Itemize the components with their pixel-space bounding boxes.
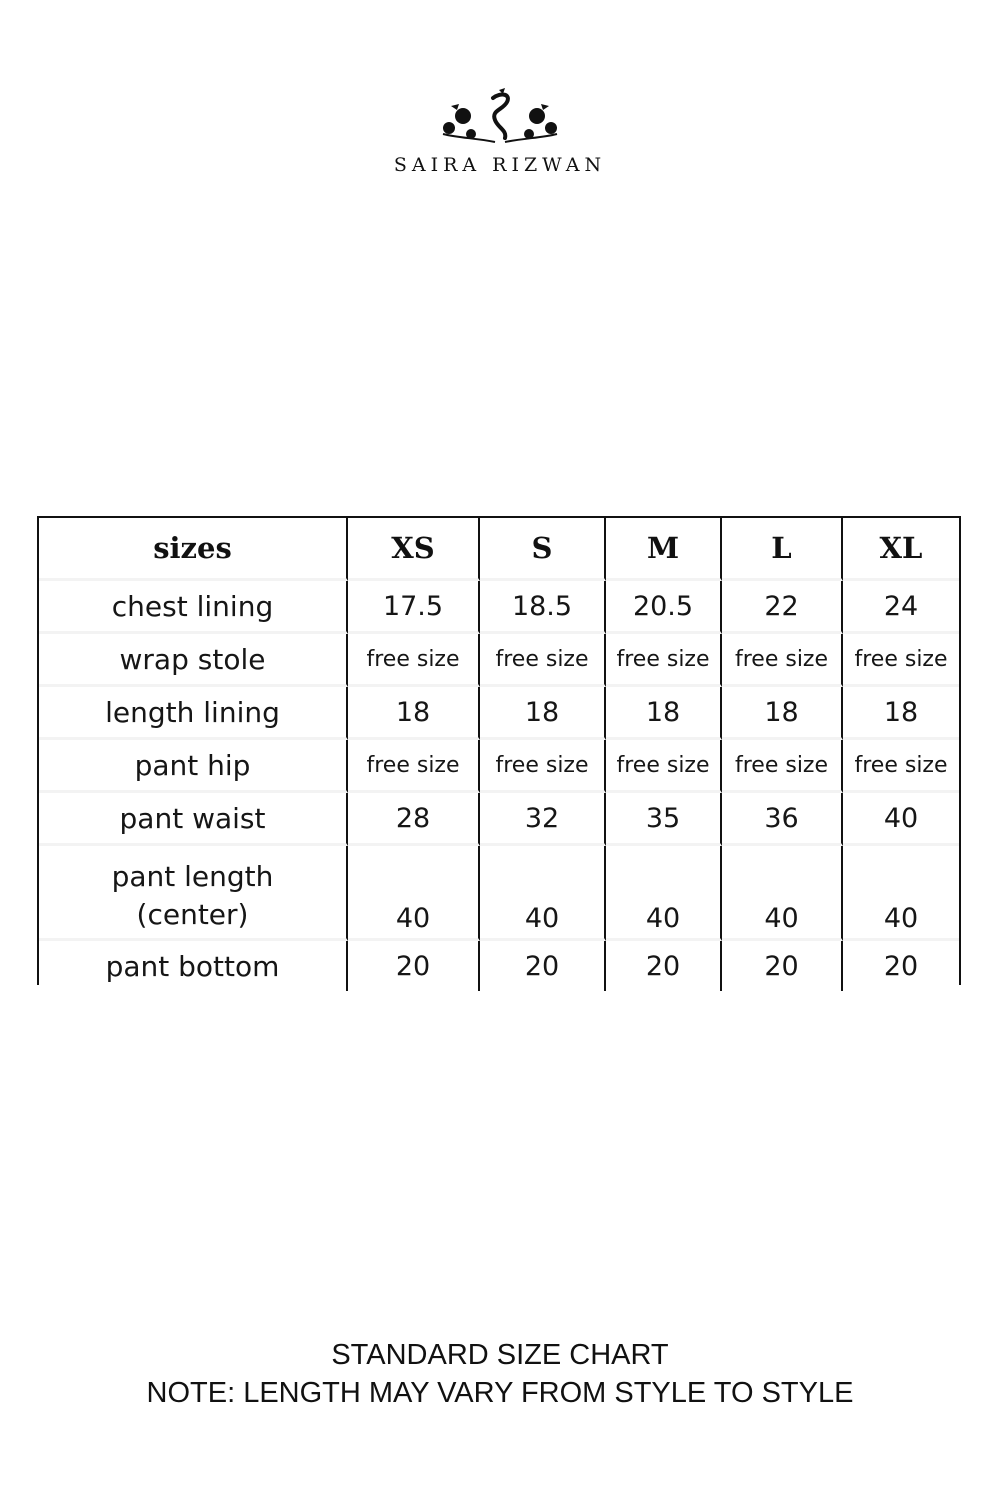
row-label: wrap stole	[39, 634, 348, 687]
table-cell: 20.5	[606, 581, 722, 634]
table-cell: 20	[348, 941, 480, 991]
table-cell: free size	[348, 740, 480, 793]
table-cell: 40	[843, 793, 959, 846]
row-label-line: (center)	[136, 898, 249, 931]
brand-name: SAIRA RIZWAN	[393, 154, 607, 176]
header-sizes-label: sizes	[39, 518, 348, 581]
table-cell: 40	[348, 846, 480, 941]
table-cell: free size	[606, 740, 722, 793]
brand-logo	[0, 88, 1000, 178]
row-label: pant waist	[39, 793, 348, 846]
table-cell: 18	[606, 687, 722, 740]
table-cell: 40	[843, 846, 959, 941]
size-chart-table	[37, 516, 961, 985]
row-label: pant bottom	[39, 941, 348, 991]
table-cell: 18	[843, 687, 959, 740]
table-header-row	[39, 518, 959, 581]
table-cell: 20	[722, 941, 843, 991]
table-cell: 18	[480, 687, 606, 740]
size-chart-caption	[0, 1336, 1000, 1412]
row-label: pant hip	[39, 740, 348, 793]
caption-title: STANDARD SIZE CHART	[331, 1339, 669, 1371]
table-row	[39, 846, 959, 941]
header-size: XS	[348, 518, 480, 581]
table-row	[39, 581, 959, 634]
row-label	[39, 846, 348, 941]
header-size: S	[480, 518, 606, 581]
caption-note: NOTE: LENGTH MAY VARY FROM STYLE TO STYLE	[146, 1377, 854, 1409]
table-cell: free size	[843, 740, 959, 793]
table-cell: 18	[722, 687, 843, 740]
table-cell: 20	[606, 941, 722, 991]
table-cell: 28	[348, 793, 480, 846]
table-row	[39, 740, 959, 793]
header-size: L	[722, 518, 843, 581]
table-cell: 40	[480, 846, 606, 941]
table-cell: 20	[480, 941, 606, 991]
table-cell: free size	[722, 634, 843, 687]
table-cell: 40	[722, 846, 843, 941]
table-cell: 32	[480, 793, 606, 846]
table-cell: free size	[606, 634, 722, 687]
table-cell: 24	[843, 581, 959, 634]
table-cell: free size	[722, 740, 843, 793]
table-cell: 18.5	[480, 581, 606, 634]
header-size: XL	[843, 518, 959, 581]
table-cell: 18	[348, 687, 480, 740]
table-cell: 20	[843, 941, 959, 991]
row-label: length lining	[39, 687, 348, 740]
table-row	[39, 687, 959, 740]
table-cell: free size	[843, 634, 959, 687]
table-row	[39, 941, 959, 991]
table-cell: 22	[722, 581, 843, 634]
table-cell: 35	[606, 793, 722, 846]
row-label-line: pant length	[111, 860, 274, 893]
table-cell: 40	[606, 846, 722, 941]
table-cell: 36	[722, 793, 843, 846]
table-cell: free size	[480, 634, 606, 687]
table-row	[39, 634, 959, 687]
floral-monogram-logo-icon	[435, 88, 565, 148]
row-label: chest lining	[39, 581, 348, 634]
table-row	[39, 793, 959, 846]
table-cell: free size	[480, 740, 606, 793]
table-cell: 17.5	[348, 581, 480, 634]
table-cell: free size	[348, 634, 480, 687]
header-size: M	[606, 518, 722, 581]
